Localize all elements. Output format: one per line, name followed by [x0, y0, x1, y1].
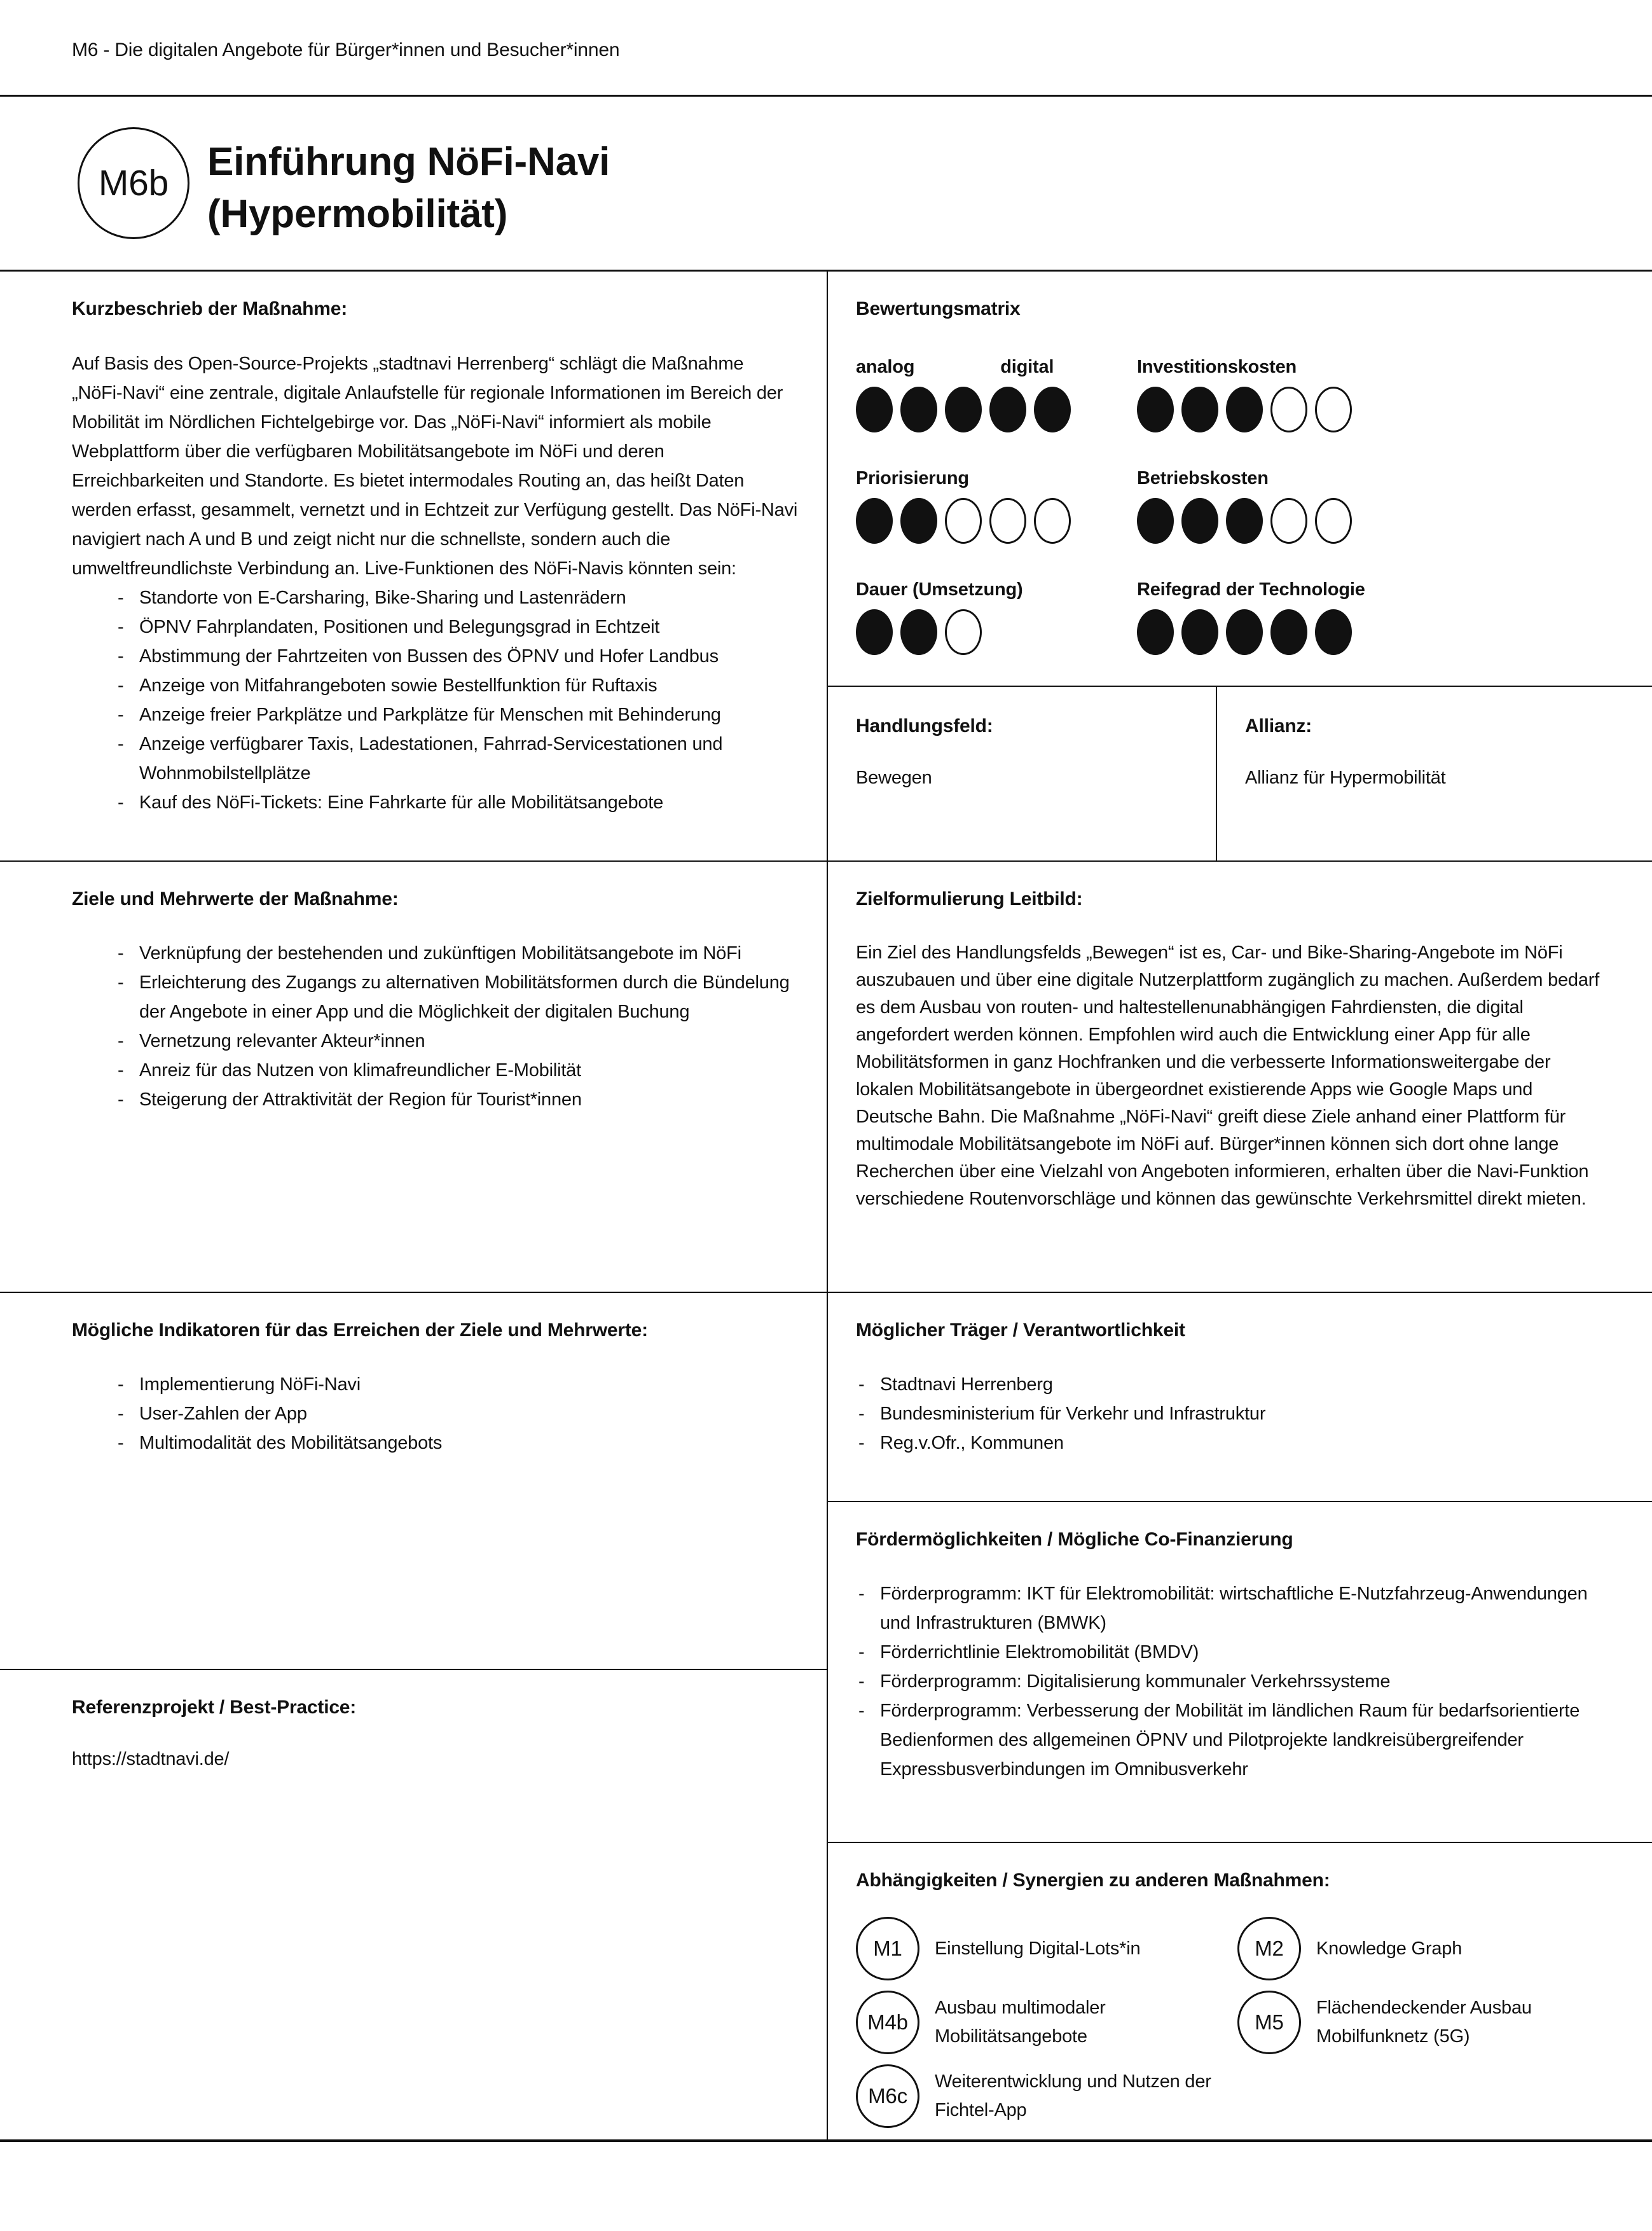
list-item	[115, 788, 798, 817]
allianz-cell	[1216, 687, 1652, 860]
document-header: M6 - Die digitalen Angebote für Bürger*innen und Besucher*innen	[72, 39, 620, 60]
rating-dot-empty	[1270, 498, 1307, 544]
dependency-grid	[856, 1917, 1602, 2128]
section-handlungsfeld-allianz	[828, 687, 1652, 862]
page-title	[207, 136, 610, 240]
rating-dot-empty	[1270, 387, 1307, 432]
rating-dot-filled	[945, 387, 982, 432]
rating-label-text: Investitionskosten	[1137, 357, 1297, 377]
rating-label-text: Betriebskosten	[1137, 468, 1269, 488]
list-item-text: User-Zahlen der App	[139, 1404, 307, 1424]
rating-label-text-2: digital	[1000, 357, 1054, 377]
list-item-text: Reg.v.Ofr., Kommunen	[880, 1433, 1064, 1453]
rating-label	[1137, 357, 1602, 378]
rating-label-text: Reifegrad der Technologie	[1137, 579, 1365, 600]
indikatoren-heading: Mögliche Indikatoren für das Erreichen der Ziele und Mehrwerte:	[72, 1320, 648, 1341]
list-item	[115, 642, 798, 671]
rating-label-text: Priorisierung	[856, 468, 969, 488]
list-item	[115, 968, 798, 1026]
reference-link[interactable]: https://stadtnavi.de/	[72, 1749, 230, 1769]
traeger-heading: Möglicher Träger / Verantwortlichkeit	[856, 1320, 1185, 1341]
list-item	[115, 1056, 798, 1085]
rating-label	[1137, 468, 1602, 489]
list-item-text: Multimodalität des Mobilitätsangebots	[139, 1433, 443, 1453]
rating-dot-filled	[1226, 387, 1263, 432]
left-column	[0, 272, 827, 2139]
rating-dot-filled	[1226, 609, 1263, 655]
list-item-text: Anzeige freier Parkplätze und Parkplätze für Menschen mit Behinderung	[139, 705, 721, 725]
rating-dot-empty	[1034, 498, 1071, 544]
dependency-item	[1237, 1991, 1602, 2054]
list-item	[115, 583, 798, 612]
kurzbeschrieb-list	[115, 583, 798, 817]
list-item	[856, 1399, 1602, 1428]
rating-row	[1137, 468, 1602, 544]
list-item-text: Vernetzung relevanter Akteur*innen	[139, 1031, 425, 1051]
rating-dot-filled	[900, 387, 937, 432]
rating-row	[856, 468, 1137, 544]
section-foerder	[828, 1502, 1652, 1843]
list-item	[856, 1428, 1602, 1458]
list-item-text: Kauf des NöFi-Tickets: Eine Fahrkarte für alle Mobilitätsangebote	[139, 792, 664, 813]
dependency-label: Ausbau multimodaler Mobilitätsangebote	[935, 1998, 1106, 2047]
ziele-list	[115, 939, 798, 1114]
section-traeger	[828, 1293, 1652, 1502]
dependency-item	[1237, 1917, 1602, 1980]
dependency-badge: M6c	[856, 2064, 919, 2128]
page-title-line2: (Hypermobilität)	[207, 192, 508, 236]
zielformulierung-heading: Zielformulierung Leitbild:	[856, 888, 1083, 909]
rating-label-text: Dauer (Umsetzung)	[856, 579, 1023, 600]
rating-grid	[856, 357, 1602, 655]
bewertungsmatrix-heading: Bewertungsmatrix	[856, 298, 1021, 319]
list-item	[115, 1428, 798, 1458]
rating-dot-filled	[856, 387, 893, 432]
dependency-label: Knowledge Graph	[1316, 1938, 1463, 1959]
list-item-text: Erleichterung des Zugangs zu alternativen Mobilitätsformen durch die Bündelung der Angebote in einer App und die Möglichkeit der digitalen Buchung	[139, 972, 790, 1022]
rating-dot-filled	[1181, 498, 1218, 544]
rating-dots	[856, 609, 1137, 655]
rating-dots	[1137, 387, 1602, 432]
list-item	[115, 939, 798, 968]
abhaengigkeiten-heading: Abhängigkeiten / Synergien zu anderen Maßnahmen:	[856, 1870, 1330, 1891]
rating-dots	[1137, 609, 1602, 655]
list-item	[856, 1667, 1602, 1696]
dependency-badge: M2	[1237, 1917, 1301, 1980]
allianz-heading: Allianz:	[1245, 715, 1312, 736]
list-item-text: Implementierung NöFi-Navi	[139, 1374, 361, 1395]
list-item-text: Förderprogramm: IKT für Elektromobilität: wirtschaftliche E-Nutzfahrzeug-Anwendungen und Infrastrukturen (BMWK)	[880, 1584, 1588, 1633]
section-ziele	[0, 862, 827, 1293]
section-zielformulierung	[828, 862, 1652, 1293]
rating-dot-filled	[1137, 387, 1174, 432]
list-item	[115, 1085, 798, 1114]
rating-dot-filled	[989, 387, 1026, 432]
list-item	[115, 671, 798, 700]
rating-label	[1137, 579, 1602, 600]
list-item	[115, 612, 798, 642]
rating-row	[1137, 357, 1602, 432]
handlungsfeld-heading: Handlungsfeld:	[856, 715, 993, 736]
rating-dot-empty	[1315, 387, 1352, 432]
rating-dot-filled	[900, 609, 937, 655]
dependency-item	[856, 1917, 1237, 1980]
kurzbeschrieb-text: Auf Basis des Open-Source-Projekts „stadtnavi Herrenberg“ schlägt die Maßnahme „NöFi-Navi“ eine zentrale, digitale Anlaufstelle für regionale Informationen im Bereich der Mobilität im Nördlichen Fichtelgebirge vor. Das „NöFi-Navi“ informiert als mobile Webplattform über die verfügbaren Mobilitätsangebote im NöFi und deren Erreichbarkeiten und Standorte. Es bietet intermodales Routing an, das heißt Daten werden erfasst, gesammelt, vernetzt und in Echtzeit zur Verfügung gestellt. Das NöFi-Navi navigiert nach A und B und zeigt nicht nur die schnellste, sondern auch die umweltfreundlichste Verbindung an. Live-Funktionen des NöFi-Navis könnten sein:	[72, 354, 798, 579]
list-item	[856, 1696, 1602, 1784]
list-item	[115, 700, 798, 729]
list-item-text: Abstimmung der Fahrtzeiten von Bussen des ÖPNV und Hofer Landbus	[139, 646, 719, 667]
list-item	[856, 1370, 1602, 1399]
dependency-badge: M1	[856, 1917, 919, 1980]
traeger-list	[856, 1370, 1602, 1458]
list-item	[115, 1370, 798, 1399]
rating-row	[856, 579, 1137, 655]
list-item-text: Verknüpfung der bestehenden und zukünftigen Mobilitätsangebote im NöFi	[139, 943, 741, 964]
list-item-text: Anreiz für das Nutzen von klimafreundlicher E-Mobilität	[139, 1060, 581, 1081]
right-column	[827, 272, 1652, 2139]
list-item	[115, 729, 798, 788]
zielformulierung-text: Ein Ziel des Handlungsfelds „Bewegen“ ist es, Car- und Bike-Sharing-Angebote im NöFi auszubauen und über eine digitale Nutzerplattform zugänglich zu machen. Außerdem bedarf es dem Ausbau von routen- und haltestellenunabhängigen Fahrdiensten, die digital angefordert werden können. Empfohlen wird auch die Entwicklung einer App für alle Mobilitätsformen in ganz Hochfranken und die verbesserte Informationsweitergabe der lokalen Mobilitätsangebote in übergeordnet existierende Apps wie Google Maps und Deutsche Bahn. Die Maßnahme „NöFi-Navi“ greift diese Ziele anhand einer Plattform für multimodale Mobilitätsangebote im NöFi auf. Bürger*innen können sich dort ohne lange Recherchen über eine Vielzahl von Angeboten informieren, erhalten über die Navi-Funktion verschiedene Routenvorschläge und können das gewünschte Verkehrsmittel direkt mieten.	[856, 943, 1600, 1209]
dependency-label: Weiterentwicklung und Nutzen der Fichtel-App	[935, 2071, 1211, 2120]
rating-dot-empty	[1315, 498, 1352, 544]
rating-dot-filled	[856, 609, 893, 655]
ziele-heading: Ziele und Mehrwerte der Maßnahme:	[72, 888, 399, 909]
list-item-text: Förderprogramm: Verbesserung der Mobilität im ländlichen Raum für bedarfsorientierte Bedienformen des allgemeinen ÖPNV und Pilotprojekte landkreisübergreifender Expressbusverbindungen im Omnibusverkehr	[880, 1701, 1580, 1779]
measure-table	[0, 270, 1652, 2142]
rating-dot-filled	[1270, 609, 1307, 655]
section-bewertungsmatrix	[828, 272, 1652, 687]
dependency-badge: M5	[1237, 1991, 1301, 2054]
rating-label	[856, 357, 1137, 378]
rating-dot-filled	[1181, 387, 1218, 432]
section-referenzprojekt	[0, 1670, 827, 2139]
rating-dot-filled	[1137, 498, 1174, 544]
list-item-text: Anzeige verfügbarer Taxis, Ladestationen, Fahrrad-Servicestationen und Wohnmobilstellplätze	[139, 734, 723, 784]
list-item-text: Förderprogramm: Digitalisierung kommunaler Verkehrssysteme	[880, 1671, 1391, 1692]
rating-dot-empty	[945, 498, 982, 544]
rating-dot-filled	[1137, 609, 1174, 655]
foerder-heading: Fördermöglichkeiten / Mögliche Co-Finanzierung	[856, 1529, 1293, 1550]
rating-dots	[856, 498, 1137, 544]
list-item-text: Förderrichtlinie Elektromobilität (BMDV)	[880, 1642, 1199, 1662]
section-indikatoren	[0, 1293, 827, 1670]
list-item	[115, 1026, 798, 1056]
list-item-text: ÖPNV Fahrplandaten, Positionen und Belegungsgrad in Echtzeit	[139, 617, 660, 637]
kurzbeschrieb-heading: Kurzbeschrieb der Maßnahme:	[72, 298, 348, 319]
rating-dot-empty	[989, 498, 1026, 544]
rating-dot-filled	[856, 498, 893, 544]
list-item-text: Stadtnavi Herrenberg	[880, 1374, 1053, 1395]
indikatoren-list	[115, 1370, 798, 1458]
rating-dot-filled	[900, 498, 937, 544]
dependency-label: Einstellung Digital-Lots*in	[935, 1938, 1141, 1959]
list-item-text: Standorte von E-Carsharing, Bike-Sharing und Lastenrädern	[139, 588, 626, 608]
section-kurzbeschrieb	[0, 272, 827, 862]
page-title-line1: Einführung NöFi-Navi	[207, 140, 610, 184]
rating-label-text: analog	[856, 357, 915, 377]
foerder-list	[856, 1579, 1602, 1784]
referenzprojekt-heading: Referenzprojekt / Best-Practice:	[72, 1697, 357, 1718]
list-item-text: Steigerung der Attraktivität der Region für Tourist*innen	[139, 1089, 582, 1110]
rating-row	[856, 357, 1137, 432]
rating-row	[1137, 579, 1602, 655]
list-item	[856, 1579, 1602, 1638]
rating-dot-filled	[1315, 609, 1352, 655]
dependency-item	[856, 2064, 1237, 2128]
rating-dot-filled	[1181, 609, 1218, 655]
section-abhaengigkeiten	[828, 1843, 1652, 2139]
rating-dot-filled	[1226, 498, 1263, 544]
list-item	[115, 1399, 798, 1428]
list-item-text: Anzeige von Mitfahrangeboten sowie Bestellfunktion für Ruftaxis	[139, 675, 657, 696]
list-item	[856, 1638, 1602, 1667]
handlungsfeld-cell	[828, 687, 1216, 860]
allianz-value: Allianz für Hypermobilität	[1245, 768, 1446, 788]
rating-dots	[856, 387, 1137, 432]
rating-dot-empty	[945, 609, 982, 655]
rating-dot-filled	[1034, 387, 1071, 432]
list-item-text: Bundesministerium für Verkehr und Infrastruktur	[880, 1404, 1266, 1424]
rating-label	[856, 468, 1137, 489]
dependency-label: Flächendeckender Ausbau Mobilfunknetz (5G)	[1316, 1998, 1532, 2047]
measure-badge: M6b	[78, 127, 189, 239]
rating-dots	[1137, 498, 1602, 544]
dependency-item	[856, 1991, 1237, 2054]
dependency-badge: M4b	[856, 1991, 919, 2054]
handlungsfeld-value: Bewegen	[856, 768, 932, 788]
header-divider	[0, 95, 1652, 97]
rating-label	[856, 579, 1137, 600]
